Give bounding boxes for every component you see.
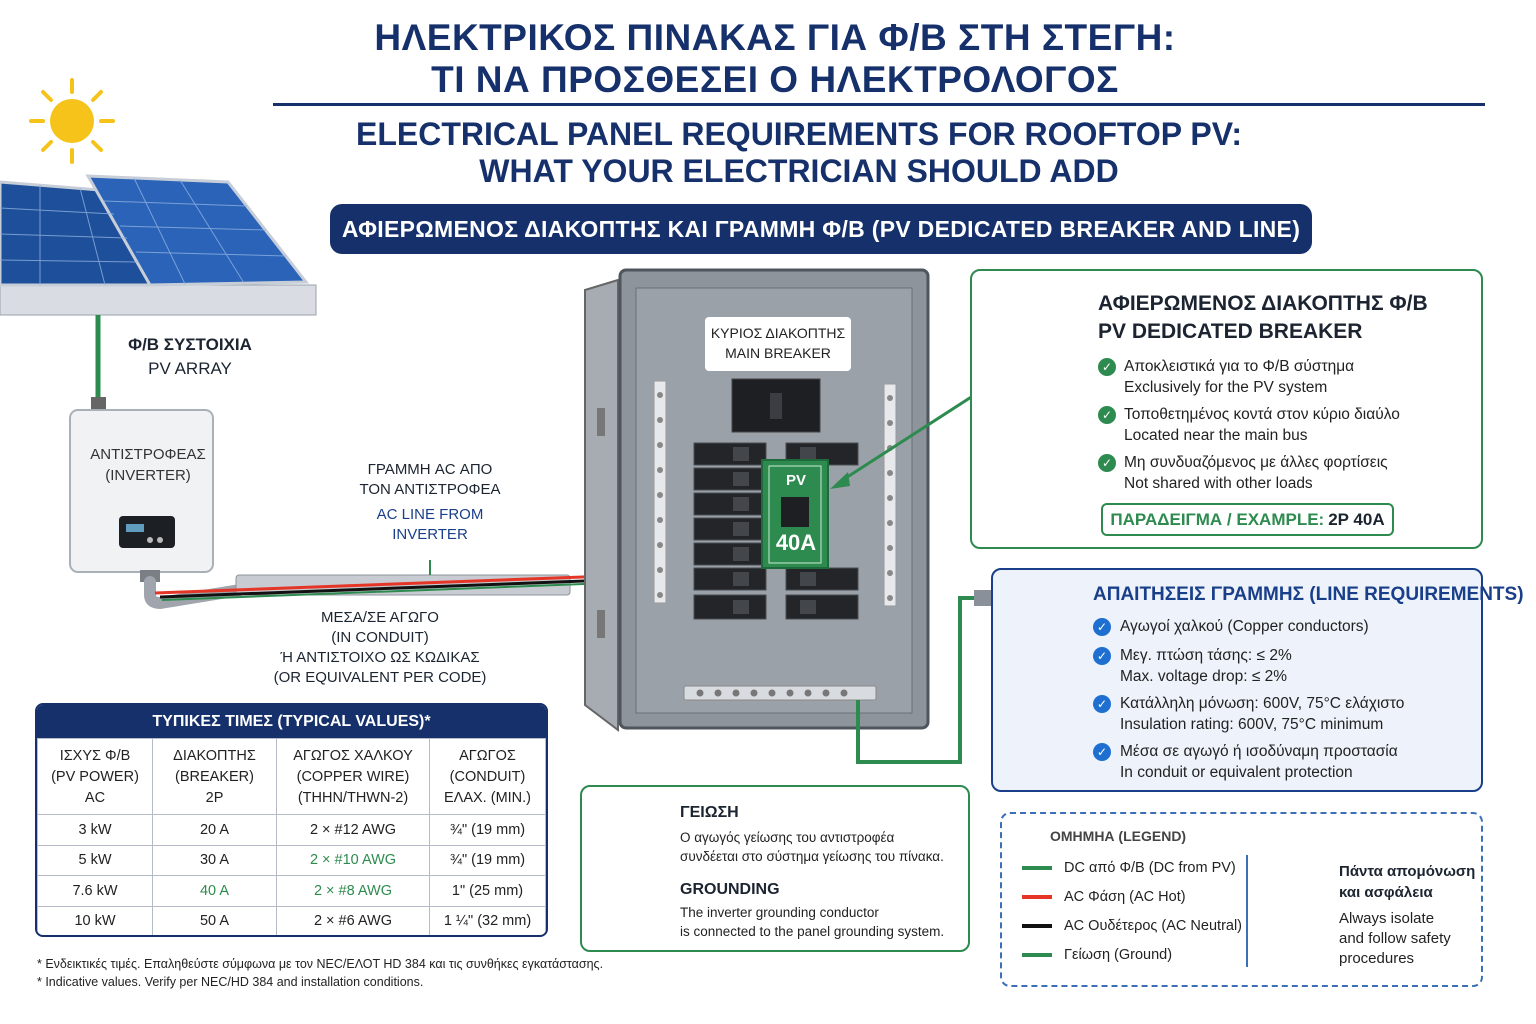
ac-conduit — [150, 560, 610, 603]
table-row — [38, 845, 546, 876]
main-breaker-label — [705, 317, 851, 371]
ac-line-label-en2: INVERTER — [392, 526, 468, 543]
ac-line-label-el2: ΤΟΝ ΑΝΤΙΣΤΡΟΦΕΑ — [359, 481, 501, 498]
legend-item-ac-hot-label: AC Φάση (AC Hot) — [1064, 889, 1186, 905]
header-breaker-3: 2P — [205, 790, 224, 806]
breaker-item-2 — [1098, 404, 1400, 446]
grounding-text-el — [680, 828, 944, 866]
header-copper-wire-2: (COPPER WIRE) — [296, 769, 410, 785]
main-breaker-label-en: MAIN BREAKER — [725, 345, 831, 361]
header-breaker-1: ΔΙΑΚΟΠΤΗΣ — [173, 748, 256, 764]
ac-line-label-el1: ΓΡΑΜΜΗ AC ΑΠΟ — [367, 461, 493, 478]
check-icon: ✓ — [1098, 454, 1116, 472]
pv-breaker-amp: 40A — [775, 530, 817, 555]
check-icon: ✓ — [1098, 358, 1116, 376]
warning-text-el-2: και ασφάλεια — [1339, 884, 1433, 901]
breaker-item-1 — [1098, 356, 1354, 398]
conduit-label — [255, 608, 505, 688]
main-breaker-label-el: ΚΥΡΙΟΣ ΔΙΑΚΟΠΤΗΣ — [710, 325, 846, 341]
header-pv-power-1: ΙΣΧΥΣ Φ/Β — [59, 748, 131, 764]
cell-power: 3 kW — [38, 815, 153, 846]
check-icon: ✓ — [1093, 618, 1111, 636]
breaker-card-title-el: ΑΦΙΕΡΩΜΕΝΟΣ ΔΙΑΚΟΠΤΗΣ Φ/Β — [1098, 292, 1428, 315]
warning-text-el-1: Πάντα απομόνωση — [1339, 863, 1476, 880]
grounding-text-en — [680, 903, 944, 941]
inverter-label-en: (INVERTER) — [105, 467, 191, 484]
header-copper-wire-1: ΑΓΩΓΟΣ ΧΑΛΚΟΥ — [293, 748, 413, 764]
pv-array-label-en: PV ARRAY — [148, 359, 232, 378]
conduit-label-3: Ή ΑΝΤΙΣΤΟΙΧΟ ΩΣ ΚΩΔΙΚΑΣ — [280, 649, 480, 666]
header-conduit-2: (CONDUIT) — [449, 769, 526, 785]
conduit-label-1: ΜΕΣΑ/ΣΕ ΑΓΩΓΟ — [321, 609, 439, 626]
example-label: ΠΑΡΑΔΕΙΓΜΑ / EXAMPLE: — [1110, 509, 1325, 529]
grounding-text-en-1: The inverter grounding conductor — [680, 905, 879, 920]
grounding-title-el: ΓΕΙΩΣΗ — [680, 804, 739, 821]
title-english-line1: ELECTRICAL PANEL REQUIREMENTS FOR ROOFTOP PV: — [355, 116, 1242, 152]
legend-item-ac-hot — [1022, 889, 1186, 905]
line-item-2 — [1093, 645, 1292, 687]
line-item-1-el: Αγωγοί χαλκού (Copper conductors) — [1120, 618, 1369, 635]
header-breaker — [153, 739, 277, 815]
header-breaker-2: (BREAKER) — [175, 769, 254, 785]
example-badge — [1101, 503, 1394, 536]
cell-wire: 2 × #10 AWG — [277, 845, 430, 876]
breaker-item-3-en: Not shared with other loads — [1124, 475, 1313, 492]
legend-swatch — [1022, 953, 1052, 957]
cell-conduit: 1 ¼" (32 mm) — [430, 906, 546, 937]
check-icon: ✓ — [1093, 743, 1111, 761]
legend-item-ac-neutral — [1022, 918, 1242, 934]
header-conduit — [430, 739, 546, 815]
cell-wire: 2 × #12 AWG — [277, 815, 430, 846]
grounding-text-el-2: συνδέεται στο σύστημα γείωσης του πίνακα. — [680, 849, 944, 864]
legend-item-ground-label: Γείωση (Ground) — [1064, 947, 1173, 963]
line-item-3 — [1093, 693, 1404, 735]
cell-breaker: 30 A — [153, 845, 277, 876]
check-icon: ✓ — [1093, 647, 1111, 665]
title-greek-line2: ΤΙ ΝΑ ΠΡΟΣΘΕΣΕΙ Ο ΗΛΕΚΤΡΟΛΟΓΟΣ — [431, 59, 1119, 100]
table-row — [38, 906, 546, 937]
cell-conduit: ¾" (19 mm) — [430, 815, 546, 846]
cell-conduit: 1" (25 mm) — [430, 876, 546, 907]
conduit-fitting — [974, 590, 992, 606]
legend-item-ac-neutral-label: AC Ουδέτερος (AC Neutral) — [1064, 918, 1243, 934]
line-item-4-en: In conduit or equivalent protection — [1120, 764, 1353, 781]
warning-text-el — [1339, 861, 1475, 903]
legend-swatch — [1022, 924, 1052, 928]
cell-power: 10 kW — [38, 906, 153, 937]
breaker-item-3-el: Μη συνδυαζόμενος με άλλες φορτίσεις — [1124, 454, 1388, 471]
breaker-item-2-el: Τοποθετημένος κοντά στον κύριο διαύλο — [1124, 406, 1400, 423]
legend-item-dc-label: DC από Φ/Β (DC from PV) — [1064, 860, 1236, 876]
sun-icon — [31, 80, 113, 162]
table-row — [38, 876, 546, 907]
conduit-label-2: (IN CONDUIT) — [331, 629, 429, 646]
inverter-icon — [70, 397, 213, 582]
example-value: 2P 40A — [1328, 509, 1385, 529]
header-copper-wire — [277, 739, 430, 815]
legend-item-ground — [1022, 947, 1172, 963]
warning-text-en — [1339, 909, 1451, 969]
breaker-item-3 — [1098, 452, 1388, 494]
check-icon: ✓ — [1093, 695, 1111, 713]
check-icon: ✓ — [1098, 406, 1116, 424]
line-item-2-el: Μεγ. πτώση τάσης: ≤ 2% — [1120, 647, 1292, 664]
legend-swatch — [1022, 866, 1052, 870]
table-row — [38, 815, 546, 846]
line-item-3-en: Insulation rating: 600V, 75°C minimum — [1120, 716, 1384, 733]
header-conduit-1: ΑΓΩΓΟΣ — [459, 748, 516, 764]
header-conduit-3: ΕΛΑΧ. (MIN.) — [443, 790, 532, 806]
legend-title: ΟΜΗΜΗΑ (LEGEND) — [1050, 828, 1187, 844]
line-requirements-title: ΑΠΑΙΤΗΣΕΙΣ ΓΡΑΜΜΗΣ (LINE REQUIREMENTS) — [1093, 584, 1524, 605]
footnote-el: * Ενδεικτικές τιμές. Επαληθεύστε σύμφωνα με τον NEC/ΕΛΟΤ HD 384 και τις συνθήκες εγκατάστασης. — [37, 957, 604, 971]
warning-text-en-3: procedures — [1339, 950, 1415, 967]
table-title: ΤΥΠΙΚΕΣ ΤΙΜΕΣ (TYPICAL VALUES)* — [37, 705, 546, 738]
breaker-item-1-en: Exclusively for the PV system — [1124, 379, 1328, 396]
typical-values-table — [35, 703, 548, 937]
pv-array-label — [110, 333, 270, 381]
inverter-label-el: ΑΝΤΙΣΤΡΟΦΕΑΣ — [90, 446, 206, 463]
header-pv-power-3: AC — [84, 790, 106, 806]
cell-power: 7.6 kW — [38, 876, 153, 907]
solar-panel-icon — [0, 176, 316, 315]
grounding-title-en: GROUNDING — [680, 881, 780, 898]
warning-text-en-1: Always isolate — [1339, 910, 1435, 927]
cell-breaker: 20 A — [153, 815, 277, 846]
title-greek-line1: ΗΛΕΚΤΡΙΚΟΣ ΠΙΝΑΚΑΣ ΓΙΑ Φ/Β ΣΤΗ ΣΤΕΓΗ: — [374, 17, 1176, 58]
inverter-label — [74, 444, 222, 486]
breaker-item-2-en: Located near the main bus — [1124, 427, 1308, 444]
legend-divider — [1246, 855, 1248, 967]
grounding-text-en-2: is connected to the panel grounding system. — [680, 924, 945, 939]
cell-wire: 2 × #8 AWG — [277, 876, 430, 907]
pv-array-label-el: Φ/Β ΣΥΣΤΟΙΧΙΑ — [128, 335, 252, 354]
legend-item-dc — [1022, 860, 1236, 876]
pv-breaker-tag: PV — [785, 472, 806, 489]
section-banner: ΑΦΙΕΡΩΜΕΝΟΣ ΔΙΑΚΟΠΤΗΣ ΚΑΙ ΓΡΑΜΜΗ Φ/Β (PV DEDICATED BREAKER AND LINE) — [330, 204, 1312, 254]
cell-wire: 2 × #6 AWG — [277, 906, 430, 937]
cell-breaker: 40 A — [153, 876, 277, 907]
table-header-row — [38, 739, 546, 815]
title-english-line2: WHAT YOUR ELECTRICIAN SHOULD ADD — [479, 153, 1119, 189]
line-item-4 — [1093, 741, 1398, 783]
breaker-item-1-el: Αποκλειστικά για το Φ/Β σύστημα — [1124, 358, 1355, 375]
line-item-3-el: Κατάλληλη μόνωση: 600V, 75°C ελάχιστο — [1120, 695, 1405, 712]
grounding-text-el-1: Ο αγωγός γείωσης του αντιστροφέα — [680, 830, 895, 845]
header-pv-power — [38, 739, 153, 815]
header-pv-power-2: (PV POWER) — [51, 769, 139, 785]
line-item-4-el: Μέσα σε αγωγό ή ισοδύναμη προστασία — [1120, 743, 1398, 760]
conduit-label-4: (OR EQUIVALENT PER CODE) — [273, 669, 487, 686]
legend-swatch — [1022, 895, 1052, 899]
cell-breaker: 50 A — [153, 906, 277, 937]
breaker-card-title-en: PV DEDICATED BREAKER — [1098, 320, 1363, 343]
footnote-en: * Indicative values. Verify per NEC/HD 384 and installation conditions. — [37, 975, 424, 989]
header-copper-wire-3: (THHN/THWN-2) — [297, 790, 409, 806]
ac-line-label-en1: AC LINE FROM — [376, 506, 484, 523]
line-item-1 — [1093, 616, 1369, 637]
cell-power: 5 kW — [38, 845, 153, 876]
warning-text-en-2: and follow safety — [1339, 930, 1451, 947]
cell-conduit: ¾" (19 mm) — [430, 845, 546, 876]
panel-door — [585, 280, 618, 730]
line-item-2-en: Max. voltage drop: ≤ 2% — [1120, 668, 1288, 685]
ac-line-label — [330, 460, 530, 545]
values-table — [37, 738, 546, 937]
